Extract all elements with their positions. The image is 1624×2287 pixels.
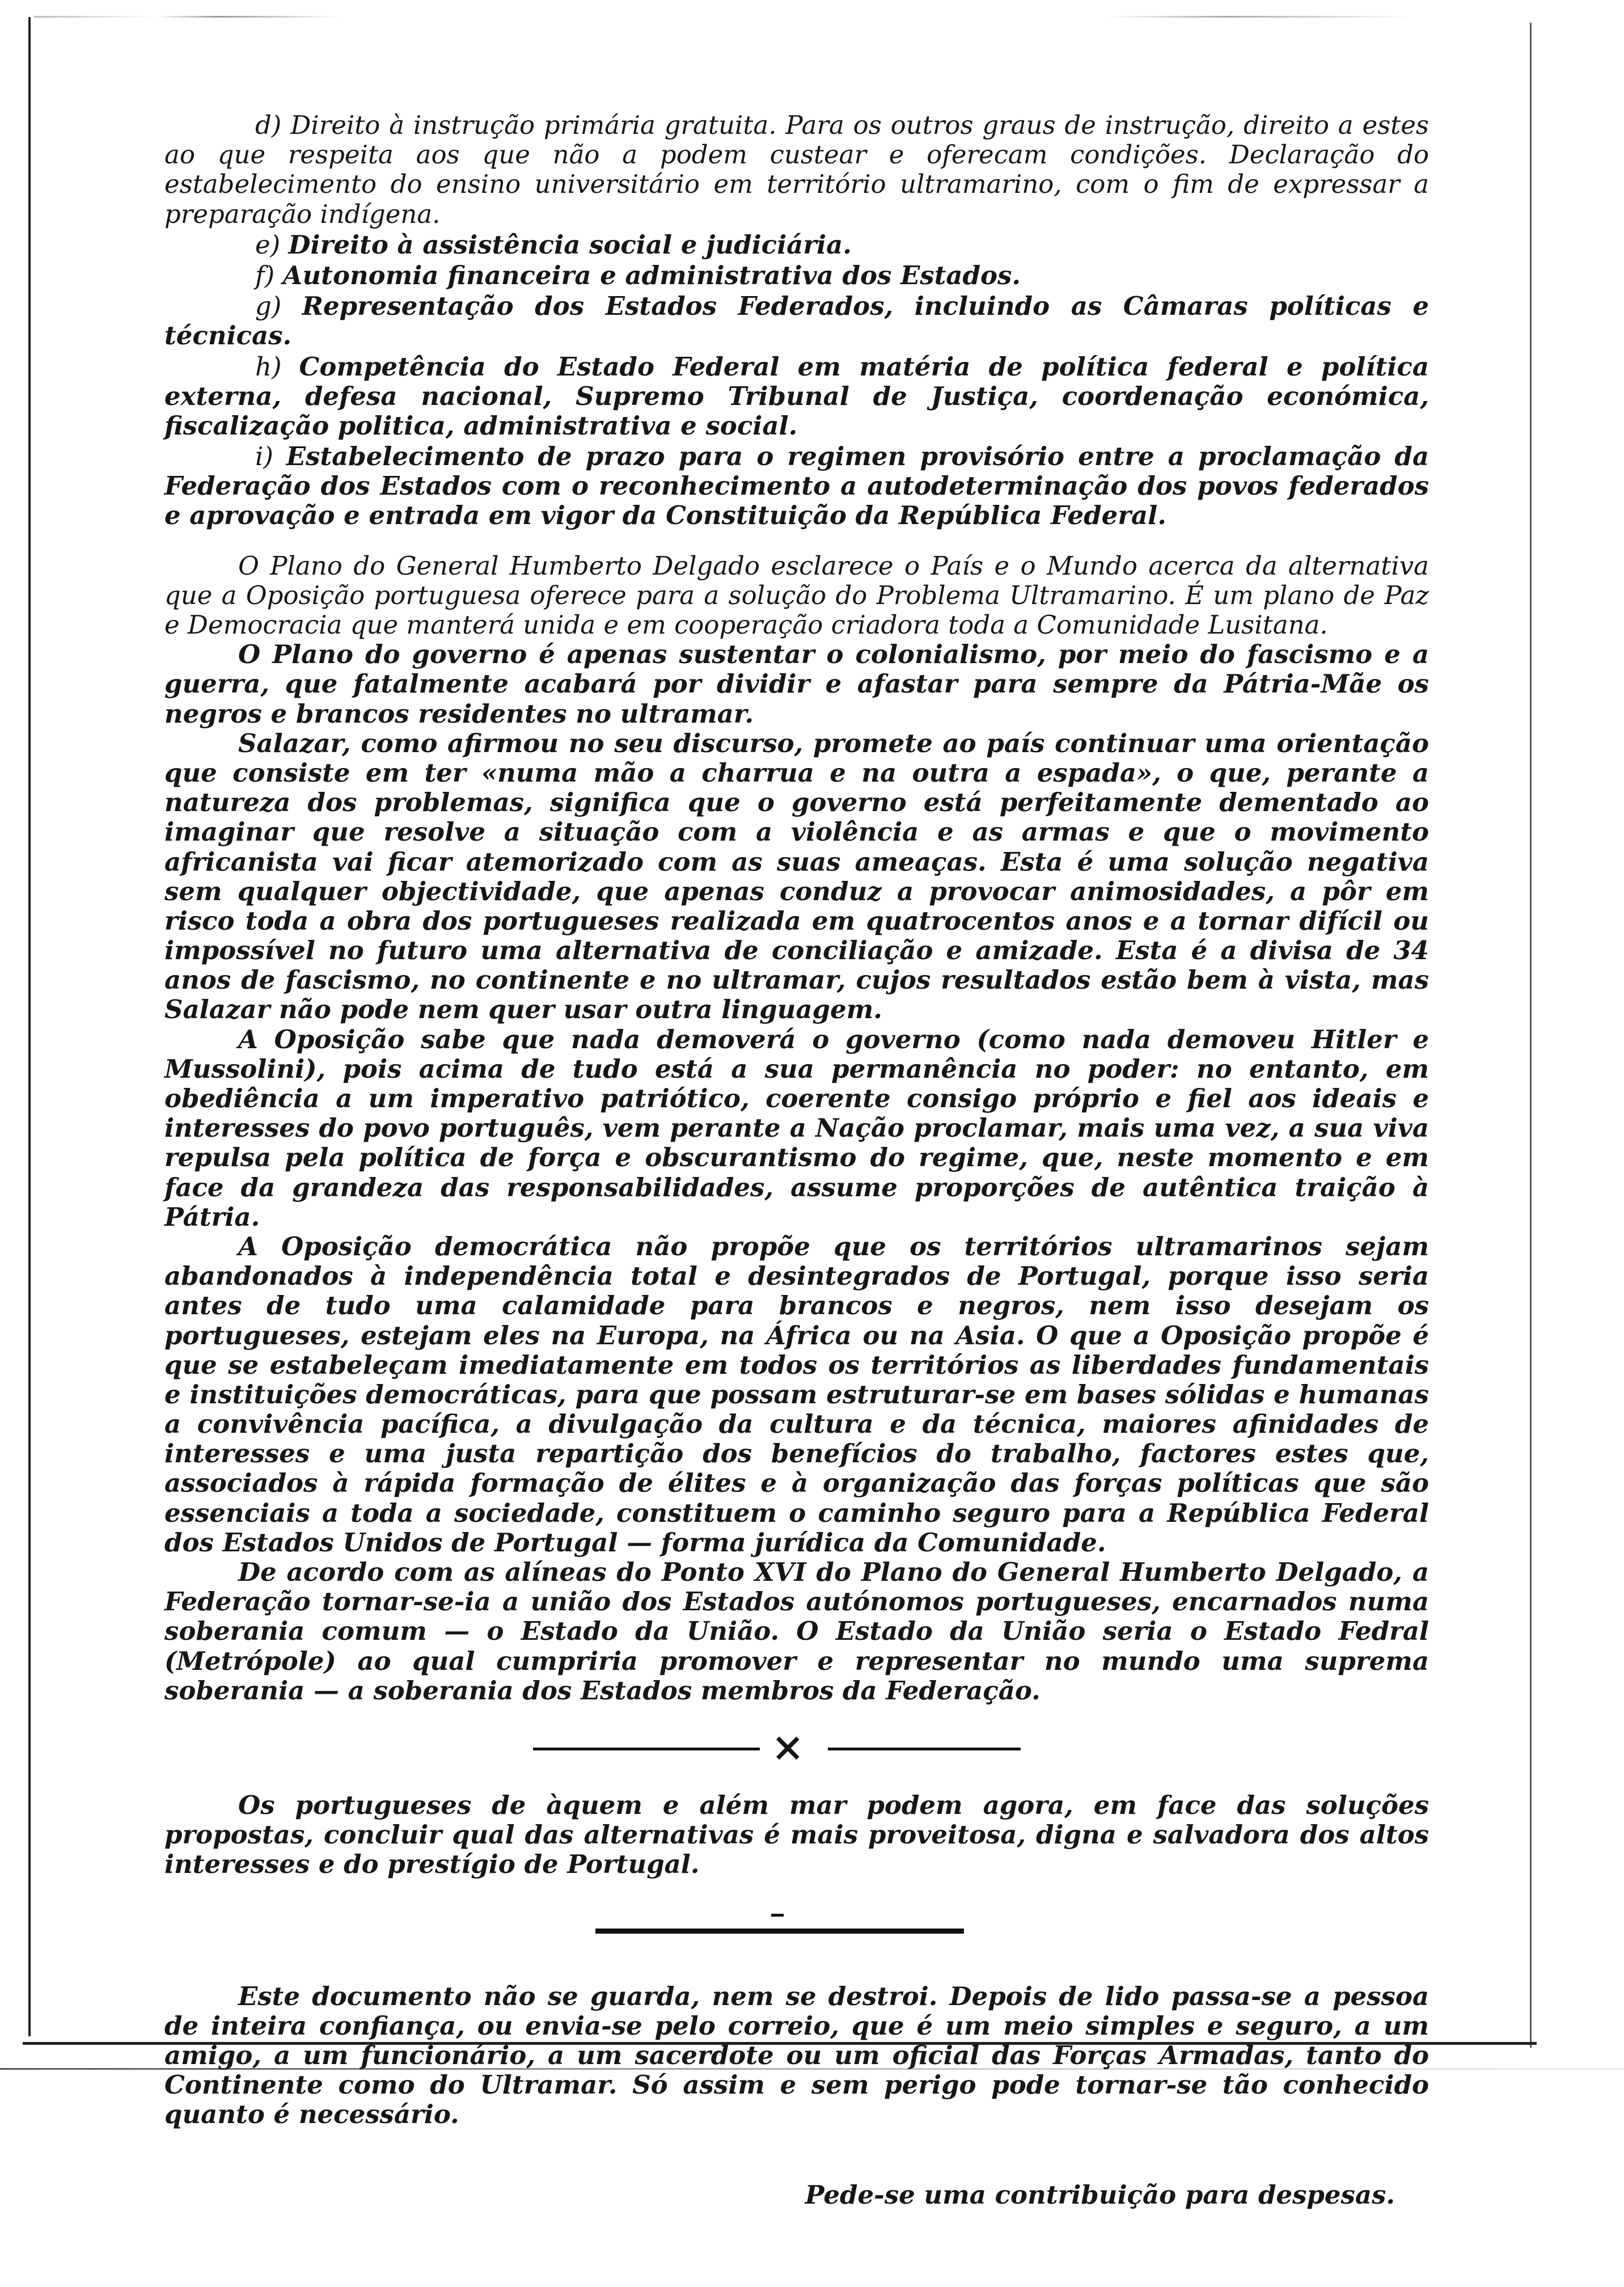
paragraph-oposicao-democratica: A Oposição democrática não propõe que os territórios ultramarinos sejam abandonados à independência total e desintegrados de Portugal, porque isso seria antes de tudo uma calamidade para brancos e negros, nem isso desejam os portugueses, estejam eles na Europa, na África ou na Asia. O que a Oposição propõe é que se estabeleçam imediatamente em todos os territórios as liberdades fundamentais e instituições democráticas, para que possam estruturar-se em bases sólidas e humanas a convivência pacífica, a divulgação da cultura e da técnica, maiores afinidades de interesses e uma justa repartição dos benefícios do trabalho, factores estes que, associados à rápida formação de élites e à organização das forças políticas que são essenciais a toda a sociedade, constituem o caminho seguro para a República Federal dos Estados Unidos de Portugal — forma jurídica da Comunidade. <box>164 1231 1429 1558</box>
paragraph-plano-governo: O Plano do governo é apenas sustentar o colonialismo, por meio do fascismo e a guerra, que fatalmente acabará por dividir e afastar para sempre da Pátria-Mãe os negros e brancos residentes no ultramar. <box>164 639 1429 729</box>
item-letter: h) <box>255 351 282 382</box>
contribution-request: Pede-se uma contribuição para despesas. <box>805 2180 1395 2210</box>
item-letter: i) <box>255 441 273 472</box>
list-item-i <box>164 442 1429 531</box>
item-letter: d) <box>255 110 282 140</box>
list-item-d <box>164 111 1429 229</box>
list-item-e <box>164 230 1429 260</box>
section-divider <box>164 1723 1429 1770</box>
section-divider-bar <box>164 1914 1429 1948</box>
spacer <box>164 532 1429 551</box>
closing-paragraph: Os portugueses de àquem e além mar podem agora, em face das soluções propostas, concluir qual das alternativas é mais proveitosa, digna e salvadora dos altos interesses e do prestígio de Portugal. <box>164 1790 1429 1880</box>
paragraph-oposicao-sabe: A Oposição sabe que nada demoverá o governo (como nada demoveu Hitler e Mussolini), pois acima de tudo está a sua permanência no poder: no entanto, em obediência a um imperativo patriótico, coerente consigo próprio e fiel aos ideais e interesses do povo português, vem perante a Nação proclamar, mais uma vez, a sua viva repulsa pela política de força e obscurantismo do regime, que, neste momento e em face da grandeza das responsabilidades, assume proporções de autêntica traição à Pátria. <box>164 1024 1429 1232</box>
page-top-edge <box>34 16 1565 18</box>
distribution-note: Este documento não se guarda, nem se destroi. Depois de lido passa-se a pessoa de inteira confiança, ou envia-se pelo correio, que é um meio simples e seguro, a um amigo, a um funcionário, a um sacerdote ou um oficial das Forças Armadas, tanto do Continente como do Ultramar. Só assim e sem perigo pode tornar-se tão conhecido quanto é necessário. <box>164 1981 1429 2130</box>
divider-line-right <box>828 1748 1021 1750</box>
divider-dash <box>771 1914 784 1917</box>
page-right-edge <box>1530 23 1532 2048</box>
paragraph-ponto-xvi: De acordo com as alíneas do Ponto XVI do Plano do General Humberto Delgado, a Federação tornar-se-ia a união dos Estados autónomos portugueses, encarnados numa soberania comum — o Estado da União. O Estado da União seria o Estado Fedral (Metrópole) ao qual cumpriria promover e representar no mundo uma suprema soberania — a soberania dos Estados membros da Federação. <box>164 1557 1429 1706</box>
paragraph-salazar: Salazar, como afirmou no seu discurso, promete ao país continuar uma orientação que consiste em ter «numa mão a charrua e na outra a espada», o que, perante a natureza dos problemas, significa que o governo está perfeitamente dementado ao imaginar que resolve a situação com a violência e as armas e que o movimento africanista vai ficar atemorizado com as suas ameaças. Esta é uma solução negativa sem qualquer objectividade, que apenas conduz a provocar animosidades, a pôr em risco toda a obra dos portugueses realizada em quatrocentos anos e a tornar difícil ou impossível no futuro uma alternativa de conciliação e amizade. Esta é a divisa de 34 anos de fascismo, no continente e no ultramar, cujos resultados estão bem à vista, mas Salazar não pode nem quer usar outra linguagem. <box>164 728 1429 1025</box>
item-text: Direito à instrução primária gratuita. Para os outros graus de instrução, direito a estes ao que respeita aos que não a podem custear e oferecam condições. Declaração do estabelecimento do ensino universitário em território ultramarino, com o fim de expressar a preparação indígena. <box>164 110 1429 229</box>
document-body <box>164 111 1429 2236</box>
list-item-f <box>164 261 1429 290</box>
item-letter: f) <box>255 260 275 290</box>
cross-symbol: × <box>771 1723 805 1770</box>
list-item-h <box>164 352 1429 441</box>
paragraph-plano-delgado: O Plano do General Humberto Delgado esclarece o País e o Mundo acerca da alternativa que a Oposição portuguesa oferece para a solução do Problema Ultramarino. É um plano de Paz e Democracia que manterá unida e em cooperação criadora toda a Comunidade Lusitana. <box>164 550 1429 640</box>
item-letter: g) <box>255 291 282 322</box>
divider-bar <box>595 1929 964 1934</box>
item-text: Estabelecimento de prazo para o regimen provisório entre a proclamação da Federação dos Estados com o reconhecimento a autodeterminação dos povos federados e aprovação e entrada em vigor da Constituição da República Federal. <box>164 441 1429 531</box>
list-item-g <box>164 292 1429 351</box>
item-text: Direito à assistência social e judiciária. <box>288 229 852 260</box>
page-left-edge <box>28 17 31 2036</box>
item-text: Competência do Estado Federal em matéria de política federal e política externa, defesa nacional, Supremo Tribunal de Justiça, coordenação económica, fiscalização politica, administrativa e social. <box>164 351 1429 441</box>
item-text: Autonomia financeira e administrativa dos Estados. <box>282 260 1021 290</box>
divider-line-left <box>533 1748 760 1750</box>
item-letter: e) <box>255 229 281 260</box>
item-list <box>164 111 1429 531</box>
item-text: Representação dos Estados Federados, incluindo as Câmaras políticas e técnicas. <box>164 291 1429 351</box>
